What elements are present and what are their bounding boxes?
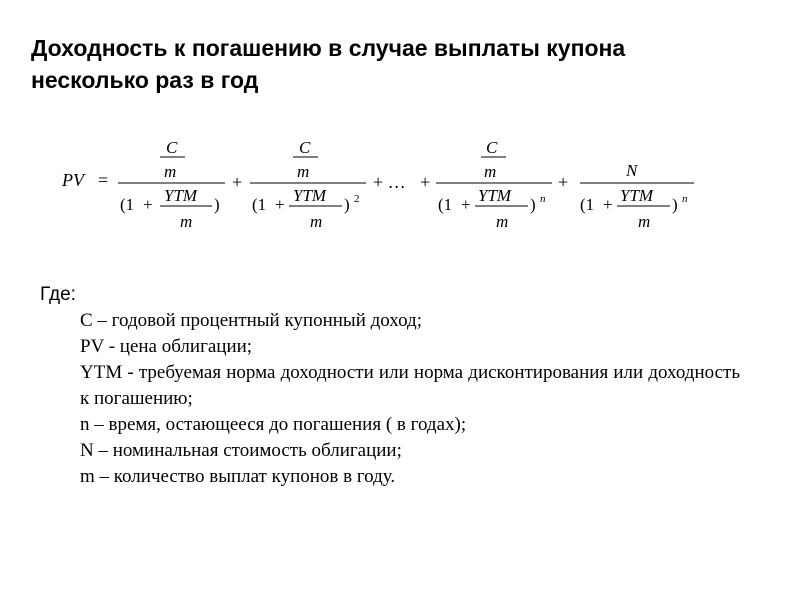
m-symbol: m bbox=[180, 212, 193, 231]
close-paren: ) bbox=[214, 195, 220, 214]
close-paren: ) bbox=[530, 195, 536, 214]
open-one: (1 bbox=[252, 195, 267, 214]
m-symbol: m bbox=[638, 212, 651, 231]
ytm-symbol: YTM bbox=[293, 186, 327, 205]
formula-term-2 bbox=[250, 138, 366, 231]
open-one: (1 bbox=[120, 195, 135, 214]
exponent-n: n bbox=[682, 193, 688, 205]
formula-equals: = bbox=[98, 170, 109, 190]
ytm-formula bbox=[0, 130, 800, 240]
face-value-symbol: N bbox=[626, 161, 638, 180]
legend-item-n: n – время, остающееся до погашения ( в годах); bbox=[80, 414, 467, 435]
open-one: (1 bbox=[580, 195, 595, 214]
open-one: (1 bbox=[438, 195, 453, 214]
title-line-1: Доходность к погашению в случае выплаты купона bbox=[31, 35, 626, 61]
exponent-n: n bbox=[540, 193, 546, 205]
ytm-symbol: YTM bbox=[620, 186, 654, 205]
plus-sign: + bbox=[232, 172, 243, 192]
close-paren: ) bbox=[344, 195, 350, 214]
plus-sign: + bbox=[461, 195, 471, 214]
m-symbol: m bbox=[297, 162, 310, 181]
ytm-symbol: YTM bbox=[164, 186, 198, 205]
legend-item-ytm: YTM - требуемая норма доходности или норма дисконтирования или доходность к погашению; bbox=[80, 362, 740, 409]
close-paren: ) bbox=[672, 195, 678, 214]
coupon-symbol: C bbox=[486, 138, 498, 157]
plus-sign: + bbox=[558, 172, 569, 192]
plus-sign: + bbox=[603, 195, 613, 214]
legend-list bbox=[40, 308, 740, 490]
m-symbol: m bbox=[310, 212, 323, 231]
formula-term-4 bbox=[580, 161, 694, 231]
legend-item-m: m – количество выплат купонов в году. bbox=[80, 466, 396, 487]
formula-term-3 bbox=[436, 138, 552, 231]
slide-title bbox=[31, 32, 771, 96]
legend bbox=[40, 282, 740, 490]
coupon-symbol: C bbox=[166, 138, 178, 157]
legend-heading: Где: bbox=[40, 284, 76, 305]
ytm-symbol: YTM bbox=[478, 186, 512, 205]
plus-sign: + bbox=[143, 195, 153, 214]
title-line-2: несколько раз в год bbox=[31, 67, 259, 93]
legend-item-face-value: N – номинальная стоимость облигации; bbox=[80, 440, 402, 461]
plus-sign: + bbox=[275, 195, 285, 214]
coupon-symbol: C bbox=[299, 138, 311, 157]
formula-lhs: PV bbox=[62, 170, 84, 190]
m-symbol: m bbox=[496, 212, 509, 231]
m-symbol: m bbox=[164, 162, 177, 181]
formula-term-1 bbox=[118, 138, 225, 231]
m-symbol: m bbox=[484, 162, 497, 181]
ellipsis: + … bbox=[373, 172, 406, 192]
legend-item-pv: PV - цена облигации; bbox=[80, 336, 253, 357]
exponent-2: 2 bbox=[354, 193, 360, 205]
legend-item-coupon: С – годовой процентный купонный доход; bbox=[80, 310, 422, 331]
plus-sign: + bbox=[420, 172, 431, 192]
